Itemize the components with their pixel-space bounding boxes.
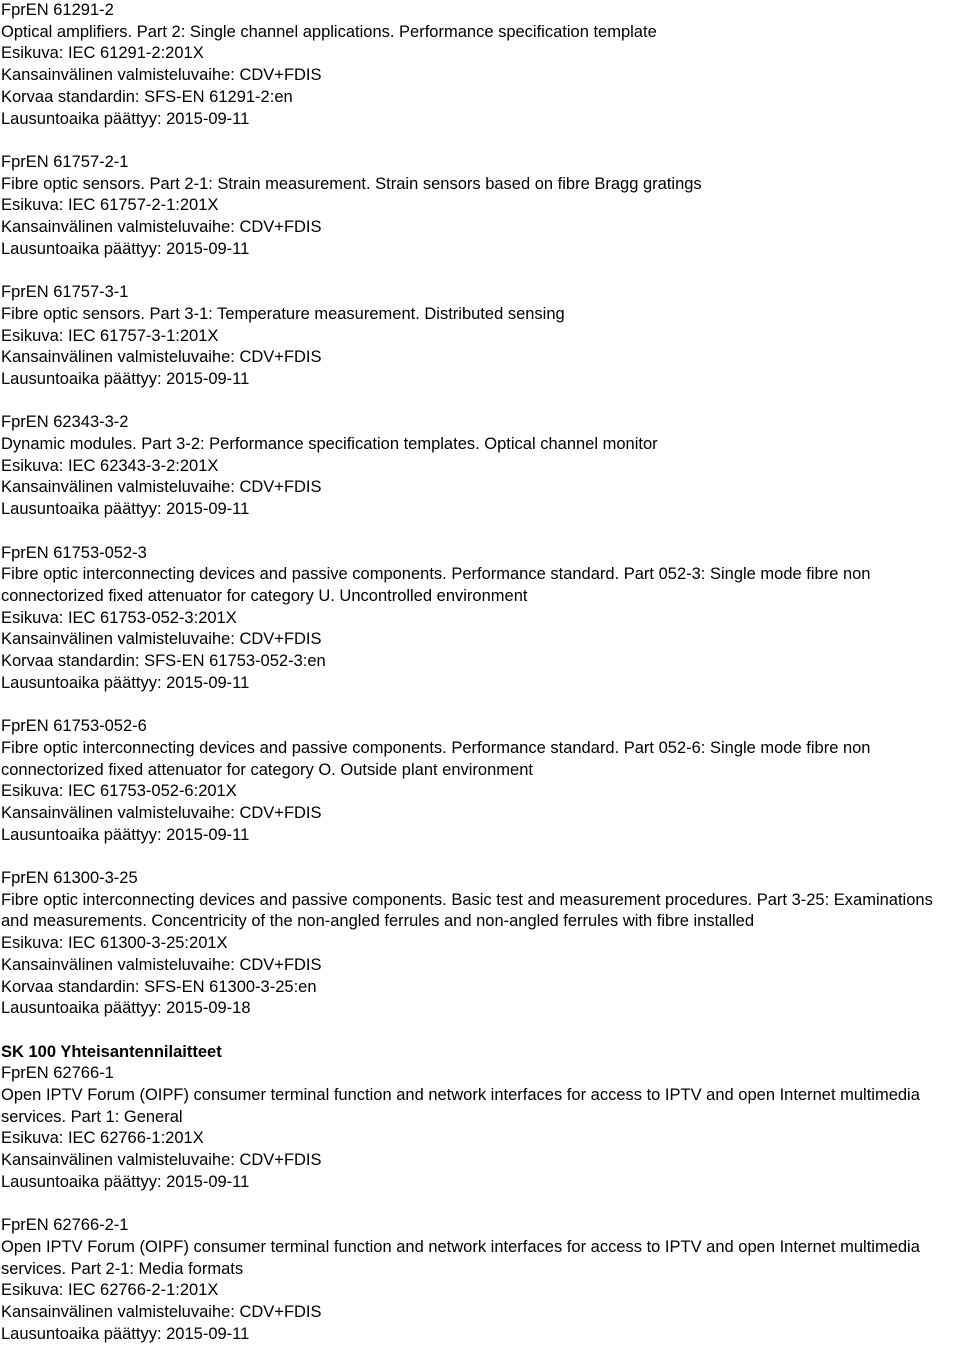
stage-line: Kansainvälinen valmisteluvaihe: CDV+FDIS bbox=[1, 803, 322, 822]
standard-entry bbox=[1, 868, 956, 1020]
deadline-line: Lausuntoaika päättyy: 2015-09-11 bbox=[1, 1172, 250, 1191]
standard-title: Optical amplifiers. Part 2: Single channel applications. Performance specification template bbox=[1, 22, 657, 41]
deadline-line: Lausuntoaika päättyy: 2015-09-11 bbox=[1, 673, 250, 692]
deadline-line: Lausuntoaika päättyy: 2015-09-18 bbox=[1, 999, 251, 1018]
standard-code: FprEN 61753-052-3 bbox=[1, 543, 147, 562]
standard-title: Open IPTV Forum (OIPF) consumer terminal function and network interfaces for access to IPTV and open Internet multimedia services. Part 1: General bbox=[1, 1086, 925, 1126]
standard-code: FprEN 62766-1 bbox=[1, 1064, 114, 1083]
deadline-line: Lausuntoaika päättyy: 2015-09-11 bbox=[1, 1324, 250, 1343]
standard-entry bbox=[1, 1215, 956, 1345]
standard-title: Fibre optic interconnecting devices and passive components. Performance standard. Part 052-3: Single mode fibre non connectorized fixed attenuator for category U. Uncontrolled environment bbox=[1, 565, 876, 605]
stage-line: Kansainvälinen valmisteluvaihe: CDV+FDIS bbox=[1, 66, 322, 85]
reference-line: Esikuva: IEC 62766-1:201X bbox=[1, 1129, 204, 1148]
standard-title: Fibre optic interconnecting devices and passive components. Basic test and measurement procedures. Part 3-25: Examinations and measurements. Concentricity of the non-angled ferrules and non-angled ferrules with fibre installed bbox=[1, 890, 938, 931]
standard-entry bbox=[1, 716, 956, 846]
standard-code: FprEN 62343-3-2 bbox=[1, 413, 129, 432]
stage-line: Kansainvälinen valmisteluvaihe: CDV+FDIS bbox=[1, 218, 322, 237]
standard-code: FprEN 61300-3-25 bbox=[1, 869, 138, 888]
stage-line: Kansainvälinen valmisteluvaihe: CDV+FDIS bbox=[1, 1151, 322, 1170]
stage-line: Kansainvälinen valmisteluvaihe: CDV+FDIS bbox=[1, 955, 322, 974]
standard-code: FprEN 61291-2 bbox=[1, 1, 114, 19]
reference-line: Esikuva: IEC 62766-2-1:201X bbox=[1, 1281, 219, 1300]
reference-line: Esikuva: IEC 61757-3-1:201X bbox=[1, 326, 219, 345]
replaces-line: Korvaa standardin: SFS-EN 61291-2:en bbox=[1, 87, 293, 106]
reference-line: Esikuva: IEC 61753-052-6:201X bbox=[1, 782, 237, 801]
stage-line: Kansainvälinen valmisteluvaihe: CDV+FDIS bbox=[1, 478, 322, 497]
replaces-line: Korvaa standardin: SFS-EN 61300-3-25:en bbox=[1, 977, 317, 996]
standard-entry bbox=[1, 543, 956, 695]
standard-title: Fibre optic interconnecting devices and passive components. Performance standard. Part 052-6: Single mode fibre non connectorized fixed attenuator for category O. Outside plant environment bbox=[1, 738, 876, 779]
deadline-line: Lausuntoaika päättyy: 2015-09-11 bbox=[1, 500, 250, 519]
reference-line: Esikuva: IEC 61757-2-1:201X bbox=[1, 196, 219, 215]
stage-line: Kansainvälinen valmisteluvaihe: CDV+FDIS bbox=[1, 630, 322, 649]
standard-code: FprEN 62766-2-1 bbox=[1, 1216, 129, 1235]
standard-title: Open IPTV Forum (OIPF) consumer terminal function and network interfaces for access to IPTV and open Internet multimedia services. Part 2-1: Media formats bbox=[1, 1237, 925, 1278]
standard-title: Fibre optic sensors. Part 3-1: Temperature measurement. Distributed sensing bbox=[1, 304, 565, 323]
replaces-line: Korvaa standardin: SFS-EN 61753-052-3:en bbox=[1, 652, 326, 671]
deadline-line: Lausuntoaika päättyy: 2015-09-11 bbox=[1, 109, 250, 128]
standard-entry bbox=[1, 0, 956, 130]
standard-title: Dynamic modules. Part 3-2: Performance specification templates. Optical channel monitor bbox=[1, 435, 658, 454]
reference-line: Esikuva: IEC 61753-052-3:201X bbox=[1, 608, 237, 627]
standard-code: FprEN 61757-2-1 bbox=[1, 152, 129, 171]
deadline-line: Lausuntoaika päättyy: 2015-09-11 bbox=[1, 239, 250, 258]
standard-entry bbox=[1, 1063, 956, 1193]
standard-entry bbox=[1, 282, 956, 391]
reference-line: Esikuva: IEC 61300-3-25:201X bbox=[1, 934, 228, 953]
standard-title: Fibre optic sensors. Part 2-1: Strain measurement. Strain sensors based on fibre Bragg gratings bbox=[1, 174, 702, 193]
standard-entry bbox=[1, 152, 956, 261]
deadline-line: Lausuntoaika päättyy: 2015-09-11 bbox=[1, 825, 250, 844]
standard-code: FprEN 61757-3-1 bbox=[1, 283, 129, 302]
reference-line: Esikuva: IEC 62343-3-2:201X bbox=[1, 456, 219, 475]
standard-entry bbox=[1, 412, 956, 521]
reference-line: Esikuva: IEC 61291-2:201X bbox=[1, 44, 204, 63]
stage-line: Kansainvälinen valmisteluvaihe: CDV+FDIS bbox=[1, 1303, 322, 1322]
standard-code: FprEN 61753-052-6 bbox=[1, 717, 147, 736]
stage-line: Kansainvälinen valmisteluvaihe: CDV+FDIS bbox=[1, 348, 322, 367]
deadline-line: Lausuntoaika päättyy: 2015-09-11 bbox=[1, 369, 250, 388]
section-heading: SK 100 Yhteisantennilaitteet bbox=[1, 1042, 222, 1061]
